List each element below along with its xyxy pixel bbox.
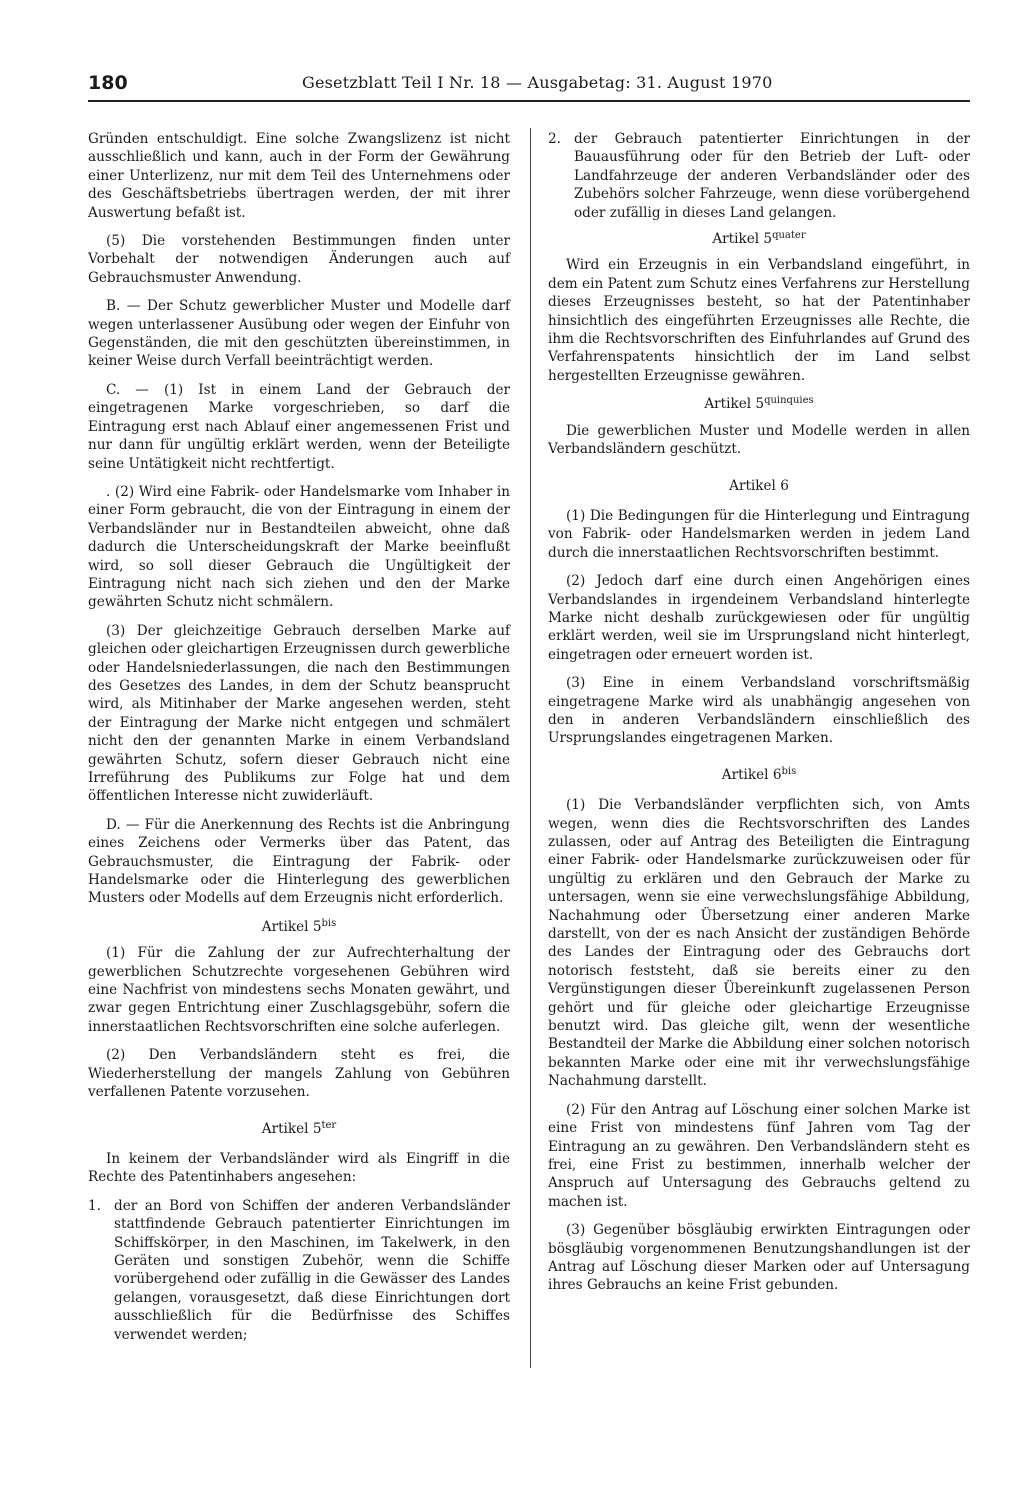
paragraph: Wird ein Erzeugnis in ein Verbandsland eingeführt, in dem ein Patent zum Schutz eines Verfahrens zur Herstellung dieses Erzeugnisses besteht, so hat der Patentinhaber hinsichtlich des eingeführten Erzeugnisses alle Rechte, die ihm die Rechtsvorschriften des Einfuhrlandes auf Grund des Verfahrenspatents hinsichtlich der im Land selbst hergestellten Erzeugnisse gewähren.: [548, 257, 970, 384]
list-item-text: der an Bord von Schiffen der anderen Verbandsländer stattfindende Gebrauch patentierter Einrichtungen im Schiffskörper, in den Maschinen, im Takelwerk, in den Geräten und sonstigen Zubehör, wenn die Schiffe vorübergehend oder zufällig in die Gewässer des Landes gelangen, vorausgesetzt, daß diese Einrichtungen dort ausschließlich für die Bedürfnisse des Schiffes verwendet werden;: [114, 1197, 510, 1343]
article-heading-5ter: Artikel $5^{ter}$: [261, 1119, 337, 1137]
paragraph: (2) Jedoch darf eine durch einen Angehörigen eines Verbandslandes in irgendeinem Verbandsland hinterlegte Marke nicht deshalb zurückgewiesen oder für ungültig erklärt werden, weil sie im Ursprungsland nicht hinterlegt, eingetragen oder erneuert worden ist.: [548, 573, 970, 663]
left-column: [88, 130, 510, 1352]
paragraph: (3) Der gleichzeitige Gebrauch derselben Marke auf gleichen oder gleichartigen Erzeugnissen durch gewerbliche oder Handelsniederlassungen, die nach den Bestimmungen des Gesetzes des Landes, in dem der Schutz beansprucht wird, als Mitinhaber der Marke angesehen werden, steht der Eintragung der Marke nicht entgegen und schmälert nicht den der genannten Marke in einem Verbandsland gewährten Schutz, sofern dieser Gebrauch nicht eine Irreführung des Publikums zur Folge hat und dem öffentlichen Interesse nicht zuwiderläuft.: [88, 622, 510, 805]
paragraph: Gründen entschuldigt. Eine solche Zwangslizenz ist nicht ausschließlich und kann, auch in der Form der Gewährung einer Unterlizenz, nur mit dem Teil des Unternehmens oder des Geschäftsbetriebs übertragen werden, der mit ihrer Auswertung befaßt ist.: [88, 131, 510, 221]
page-number: 180: [88, 72, 128, 94]
paragraph: . (2) Wird eine Fabrik- oder Handelsmarke vom Inhaber in einer Form gebraucht, die von der Eintragung in einem der Verbandsländer nur in Bestandteilen abweicht, ohne daß dadurch die Unterscheidungskraft der Marke beeinflußt wird, so soll dieser Gebrauch die Ungültigkeit der Eintragung nicht nach sich ziehen und den der Marke gewährten Schutz nicht schmälern.: [88, 483, 510, 611]
running-head: Gesetzblatt Teil I Nr. 18 — Ausgabetag: 31. August 1970: [302, 73, 773, 92]
list-number: 2.: [548, 131, 561, 147]
right-column: [548, 130, 970, 1305]
paragraph: Die gewerblichen Muster und Modelle werden in allen Verbandsländern geschützt.: [548, 422, 970, 458]
paragraph: (5) Die vorstehenden Bestimmungen finden unter Vorbehalt der notwendigen Änderungen auch auf Gebrauchsmuster Anwendung.: [88, 233, 510, 286]
paragraph: (3) Gegenüber bösgläubig erwirkten Eintragungen oder bösgläubig vorgenommenen Benutzungshandlungen ist der Antrag auf Löschung dieser Marken oder auf Untersagung ihres Gebrauchs an keine Frist gebunden.: [548, 1222, 970, 1294]
list-item: [88, 1197, 510, 1344]
paragraph: In keinem der Verbandsländer wird als Eingriff in die Rechte des Patentinhabers angesehen:: [88, 1150, 510, 1186]
column-divider: [530, 128, 531, 1368]
paragraph: (1) Die Bedingungen für die Hinterlegung und Eintragung von Fabrik- oder Handelsmarken werden in jedem Land durch die innerstaatlichen Rechtsvorschriften bestimmt.: [548, 507, 970, 561]
list-item: [548, 130, 970, 222]
paragraph: (3) Eine in einem Verbandsland vorschriftsmäßig eingetragene Marke wird als unabhängig angesehen von den in anderen Verbandsländern einschließlich des Ursprungslandes eingetragenen Marken.: [548, 675, 970, 747]
list-number: 1.: [88, 1197, 101, 1214]
paragraph: B. — Der Schutz gewerblicher Muster und Modelle darf wegen unterlassener Ausübung oder wegen der Einfuhr von Gegenständen, die mit den geschützten übereinstimmen, in keiner Weise durch Verfall beeinträchtigt werden.: [88, 298, 510, 370]
page-header: [88, 70, 970, 102]
article-heading-5quinquies: Artikel $5^{quinquies}$: [704, 395, 814, 413]
paragraph: (2) Für den Antrag auf Löschung einer solchen Marke ist eine Frist von mindestens fünf Jahren vom Tag der Eintragung an zu gewähren. Den Verbandsländern steht es frei, eine Frist zu bestimmen, innerhalb welcher der Anspruch auf Untersagung des Gebrauchs geltend zu machen ist.: [548, 1101, 970, 1210]
paragraph: C. — (1) Ist in einem Land der Gebrauch der eingetragenen Marke vorgeschrieben, so darf die Eintragung erst nach Ablauf einer angemessenen Frist und nur dann für ungültig erklärt werden, wenn der Beteiligte seine Untätigkeit nicht rechtfertigt.: [88, 381, 510, 472]
article-heading-5quater: Artikel $5^{quater}$: [712, 230, 806, 248]
list-item-text: der Gebrauch patentierter Einrichtungen in der Bauausführung oder für den Betrieb der Luft- oder Landfahrzeuge der anderen Verbandsländer oder des Zubehörs solcher Fahrzeuge, wenn diese vorübergehend oder zufällig in dieses Land gelangen.: [574, 131, 970, 221]
paragraph: D. — Für die Anerkennung des Rechts ist die Anbringung eines Zeichens oder Vermerks über das Patent, das Gebrauchsmuster, die Eintragung der Fabrik- oder Handelsmarke oder die Hinterlegung des gewerblichen Musters oder Modells auf dem Erzeugnis nicht erforderlich.: [88, 816, 510, 907]
article-heading-6: Artikel 6: [729, 477, 789, 494]
paragraph: (1) Die Verbandsländer verpflichten sich, von Amts wegen, wenn dies die Rechtsvorschriften des Landes zulassen, oder auf Antrag des Beteiligten die Eintragung einer Fabrik- oder Handelsmarke zurückzuweisen oder für ungültig zu erklären und den Gebrauch der Marke zu untersagen, wenn sie eine verwechslungsfähige Abbildung, Nachahmung oder Übersetzung einer anderen Marke darstellt, von der es nach Ansicht der zuständigen Behörde des Landes der Eintragung oder des Gebrauchs dort notorisch feststeht, daß sie bereits einer zu den Vergünstigungen dieser Übereinkunft zugelassenen Person gehört und für gleiche oder gleichartige Erzeugnisse benutzt wird. Das gleiche gilt, wenn der wesentliche Bestandteil der Marke die Abbildung einer solchen notorisch bekannten Marke oder eine mit ihr verwechslungsfähige Nachahmung darstellt.: [548, 797, 970, 1090]
paragraph: (2) Den Verbandsländern steht es frei, die Wiederherstellung der mangels Zahlung von Gebühren verfallenen Patente vorzusehen.: [88, 1047, 510, 1101]
article-heading-6bis: Artikel $6^{bis}$: [721, 765, 797, 783]
article-heading-5bis: Artikel $5^{bis}$: [261, 917, 337, 935]
paragraph: (1) Für die Zahlung der zur Aufrechterhaltung der gewerblichen Schutzrechte vorgesehenen Gebühren wird eine Nachfrist von mindestens sechs Monaten gewährt, und zwar gegen Entrichtung einer Zuschlagsgebühr, sofern die innerstaatlichen Rechtsvorschriften eine solche auferlegen.: [88, 945, 510, 1035]
